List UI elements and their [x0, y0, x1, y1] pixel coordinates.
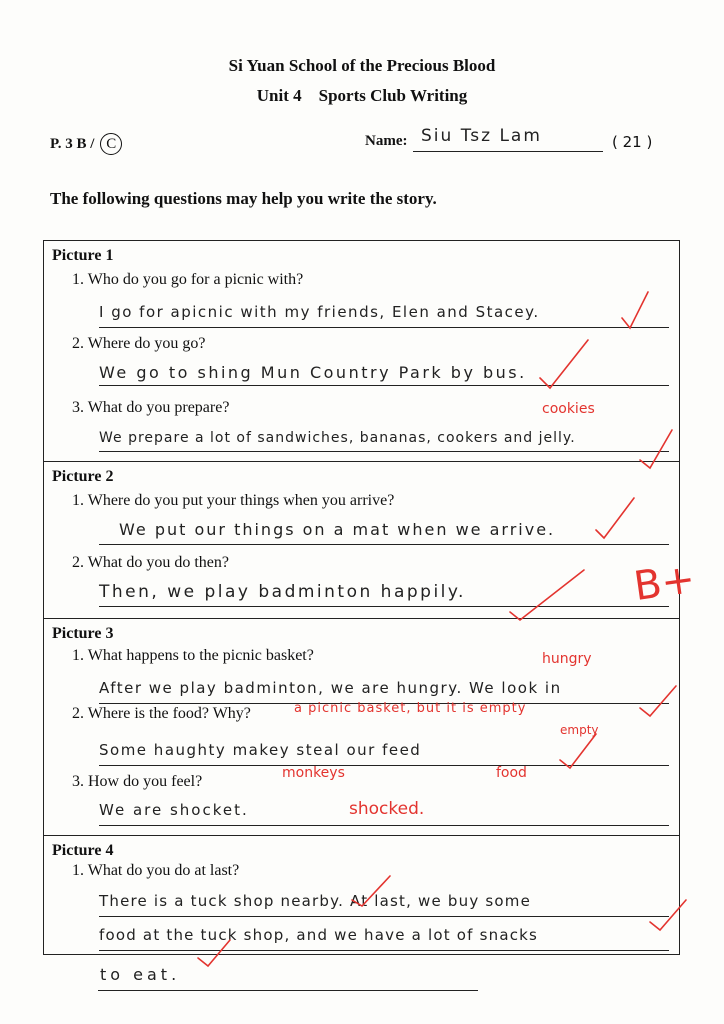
question: 2. What do you do then? — [72, 554, 230, 571]
name-label: Name: — [365, 133, 408, 149]
answer-text: We go to shing Mun Country Park by bus. — [99, 363, 527, 382]
answer-text: Then, we play badminton happily. — [99, 582, 466, 602]
class-letter: C — [100, 133, 122, 155]
picture-2-title: Picture 2 — [52, 468, 114, 485]
picture-3-section — [43, 618, 680, 836]
question: 2. Where is the food? Why? — [72, 705, 251, 722]
correction-monkeys: monkeys — [282, 765, 345, 781]
correction-cookies: cookies — [542, 401, 595, 417]
question: 3. What do you prepare? — [72, 399, 230, 416]
picture-4-title: Picture 4 — [52, 842, 114, 859]
answer-text: We are shocket. — [99, 801, 249, 819]
picture-2-section — [43, 461, 698, 619]
correction-food: food — [496, 765, 527, 781]
school-name: Si Yuan School of the Precious Blood — [228, 56, 496, 75]
correction-shocked: shocked. — [349, 799, 425, 819]
class-field — [50, 133, 122, 155]
question: 1. Who do you go for a picnic with? — [72, 271, 304, 288]
picture-1-title: Picture 1 — [52, 247, 114, 264]
answer-text: food at the tuck shop, and we have a lot of snacks — [99, 926, 539, 944]
correction-hungry: hungry — [542, 651, 592, 667]
class-prefix: P. 3 B / — [50, 136, 95, 152]
picture-4-section — [43, 835, 680, 955]
unit-title: Unit 4 Sports Club Writing — [256, 86, 468, 105]
answer-text: Some haughty makey steal our feed — [99, 741, 422, 759]
question: 3. How do you feel? — [72, 773, 203, 790]
question: 1. What happens to the picnic basket? — [72, 647, 314, 664]
answer-text: I go for apicnic with my friends, Elen and Stacey. — [99, 303, 540, 321]
answer-text: There is a tuck shop nearby. At last, we buy some — [99, 892, 532, 910]
correction-empty: empty — [560, 723, 599, 737]
picture-3-title: Picture 3 — [52, 625, 114, 642]
question: 2. Where do you go? — [72, 335, 206, 352]
student-name: Siu Tsz Lam — [413, 126, 603, 152]
instruction-text: The following questions may help you write the story. — [50, 189, 437, 208]
answer-text: We prepare a lot of sandwiches, bananas, cookers and jelly. — [99, 430, 576, 446]
answer-text: After we play badminton, we are hungry. We look in — [99, 679, 562, 697]
grade-mark: B+ — [631, 555, 698, 611]
class-number: ( 21 ) — [612, 133, 653, 151]
inserted-line-extra: a picnic basket, but it is empty — [294, 701, 527, 716]
answer-text: We put our things on a mat when we arrive. — [119, 520, 556, 539]
question: 1. What do you do at last? — [72, 862, 240, 879]
picture-1-section — [43, 240, 680, 462]
answer-text: to eat. — [100, 965, 181, 984]
question: 1. Where do you put your things when you arrive? — [72, 492, 395, 509]
